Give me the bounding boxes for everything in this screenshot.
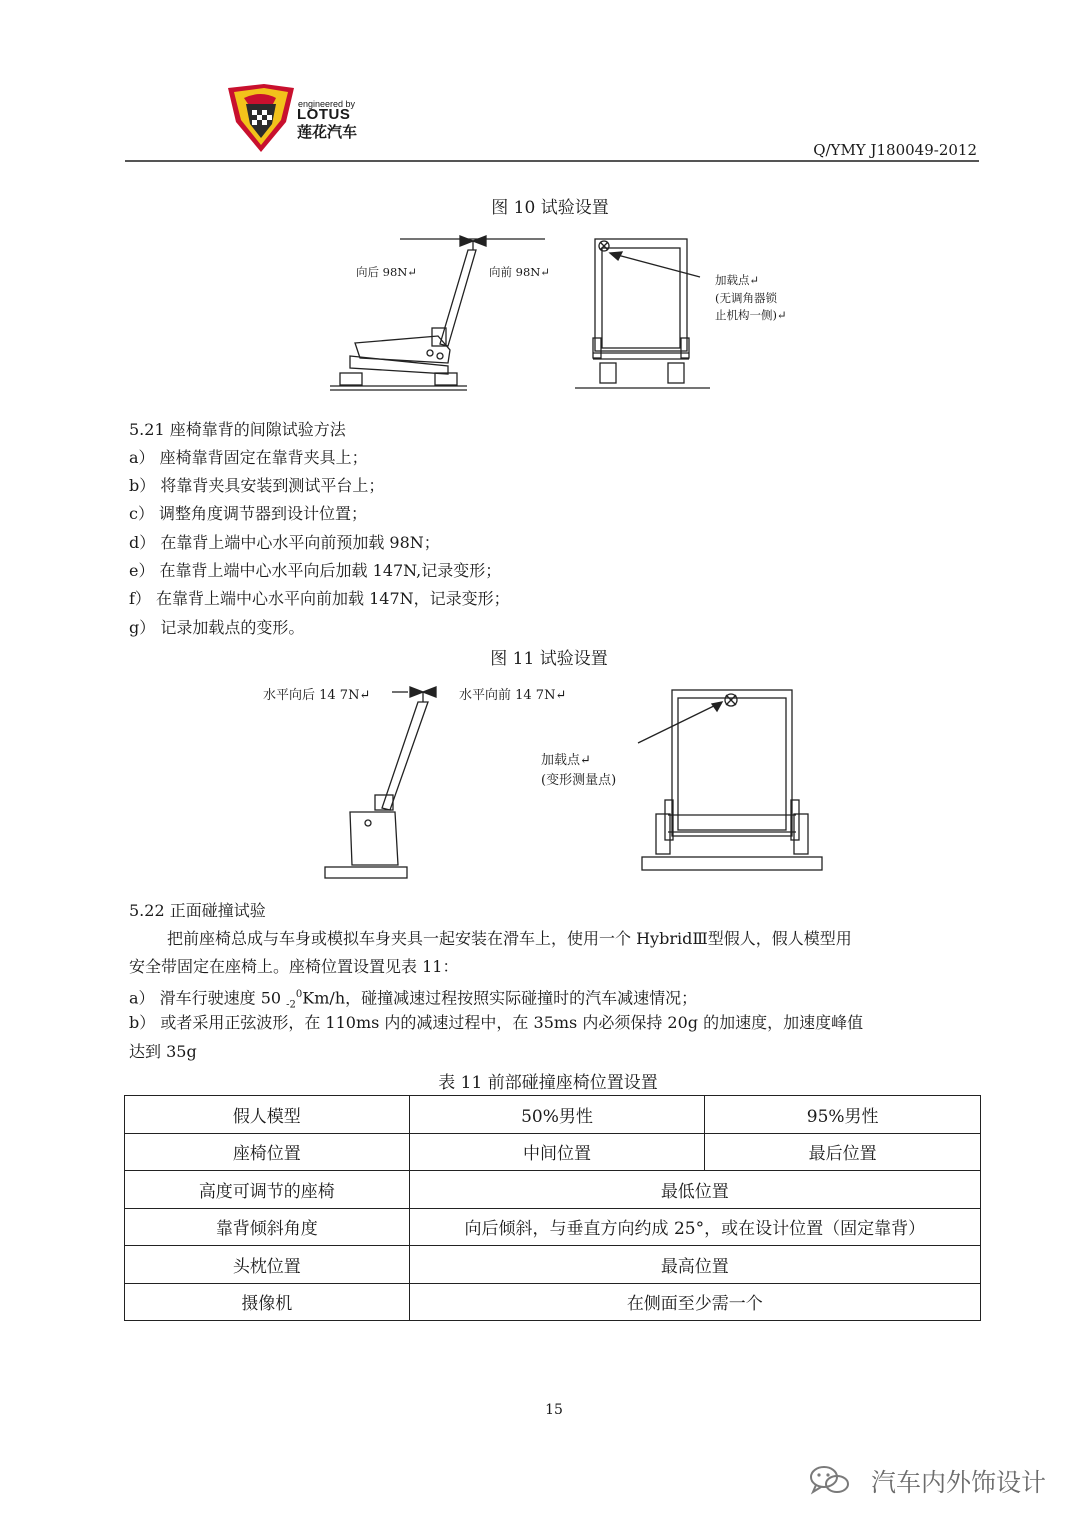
section-5-21-heading: 5.21 座椅靠背的间隙试验方法	[129, 420, 346, 439]
label-load-point: 加载点↵	[715, 273, 760, 287]
item-a-superscript: 0	[295, 989, 303, 1000]
paragraph-line: 把前座椅总成与车身或模拟车身夹具一起安装在滑车上，使用一个 HybridⅢ型假人，假人模型用	[167, 929, 852, 948]
list-item: d） 在靠背上端中心水平向前预加载 98N；	[129, 533, 440, 552]
list-item: c） 调整角度调节器到设计位置；	[129, 504, 368, 523]
header-divider	[125, 160, 979, 162]
table-cell: 向后倾斜，与垂直方向约成 25°，或在设计位置（固定靠背）	[409, 1208, 980, 1246]
table-cell: 靠背倾斜角度	[125, 1208, 410, 1246]
label-load-point-note-1: (无调角器锁	[715, 291, 777, 305]
table-cell: 最低位置	[409, 1171, 980, 1209]
table-cell: 座椅位置	[125, 1133, 410, 1171]
list-item: g） 记录加载点的变形。	[129, 618, 305, 637]
list-item: b） 将靠背夹具安装到测试平台上；	[129, 476, 385, 495]
page-number: 15	[545, 1402, 563, 1418]
table-cell: 中间位置	[409, 1133, 705, 1171]
item-a-suffix: Km/h，碰撞减速过程按照实际碰撞时的汽车减速情况；	[302, 988, 698, 1008]
section-5-22-heading: 5.22 正面碰撞试验	[129, 901, 266, 920]
label-backward-147n: 水平向后 14 7N↵	[263, 688, 371, 703]
list-item-b: b） 或者采用正弦波形，在 110ms 内的减速过程中，在 35ms 内必须保持 20g 的加速度，加速度峰值	[129, 1013, 864, 1032]
table-row	[125, 1246, 981, 1284]
wechat-icon	[808, 1463, 852, 1497]
label-load-point-note-2: 止机构一侧)↵	[715, 308, 787, 322]
table-cell: 头枕位置	[125, 1246, 410, 1284]
watermark-text: 汽车内外饰设计	[870, 1468, 1046, 1497]
label-forward-147n: 水平向前 14 7N↵	[459, 688, 567, 703]
table-cell: 最高位置	[409, 1246, 980, 1284]
table-row	[125, 1133, 981, 1171]
table-cell: 摄像机	[125, 1283, 410, 1321]
table-11	[124, 1095, 981, 1321]
label-backward-98n: 向后 98N↵	[356, 265, 417, 279]
table-cell: 95%男性	[705, 1096, 981, 1134]
table-cell: 假人模型	[125, 1096, 410, 1134]
table-row	[125, 1096, 981, 1134]
figure-11-title: 图 11 试验设置	[490, 649, 608, 669]
label-forward-98n: 向前 98N↵	[489, 265, 550, 279]
label-load-point: 加载点↵	[541, 753, 591, 768]
table-row	[125, 1283, 981, 1321]
table-row	[125, 1171, 981, 1209]
figure-10-diagram	[320, 228, 740, 398]
label-measure-point: (变形测量点)	[541, 773, 617, 788]
table-11-caption: 表 11 前部碰撞座椅位置设置	[438, 1073, 658, 1093]
list-item: f） 在靠背上端中心水平向前加载 147N，记录变形；	[129, 589, 510, 608]
paragraph-line: 安全带固定在座椅上。座椅位置设置见表 11：	[129, 957, 459, 976]
list-item: e） 在靠背上端中心水平向后加载 147N,记录变形；	[129, 561, 502, 580]
logo-brand: LOTUS	[297, 106, 351, 123]
list-item-b-cont: 达到 35g	[129, 1042, 197, 1061]
table-cell: 50%男性	[409, 1096, 705, 1134]
document-code: Q/YMY J180049-2012	[813, 141, 977, 159]
table-cell: 高度可调节的座椅	[125, 1171, 410, 1209]
table-cell: 在侧面至少需一个	[409, 1283, 980, 1321]
item-a-prefix: a） 滑车行驶速度 50	[129, 988, 287, 1008]
list-item: a） 座椅靠背固定在靠背夹具上；	[129, 448, 368, 467]
table-cell: 最后位置	[705, 1133, 981, 1171]
logo-chinese-name: 莲花汽车	[297, 123, 358, 141]
item-a-subscript: -2	[286, 999, 296, 1011]
logo-tagline: engineered by	[298, 99, 356, 109]
table-row	[125, 1208, 981, 1246]
figure-10-title: 图 10 试验设置	[491, 198, 609, 218]
